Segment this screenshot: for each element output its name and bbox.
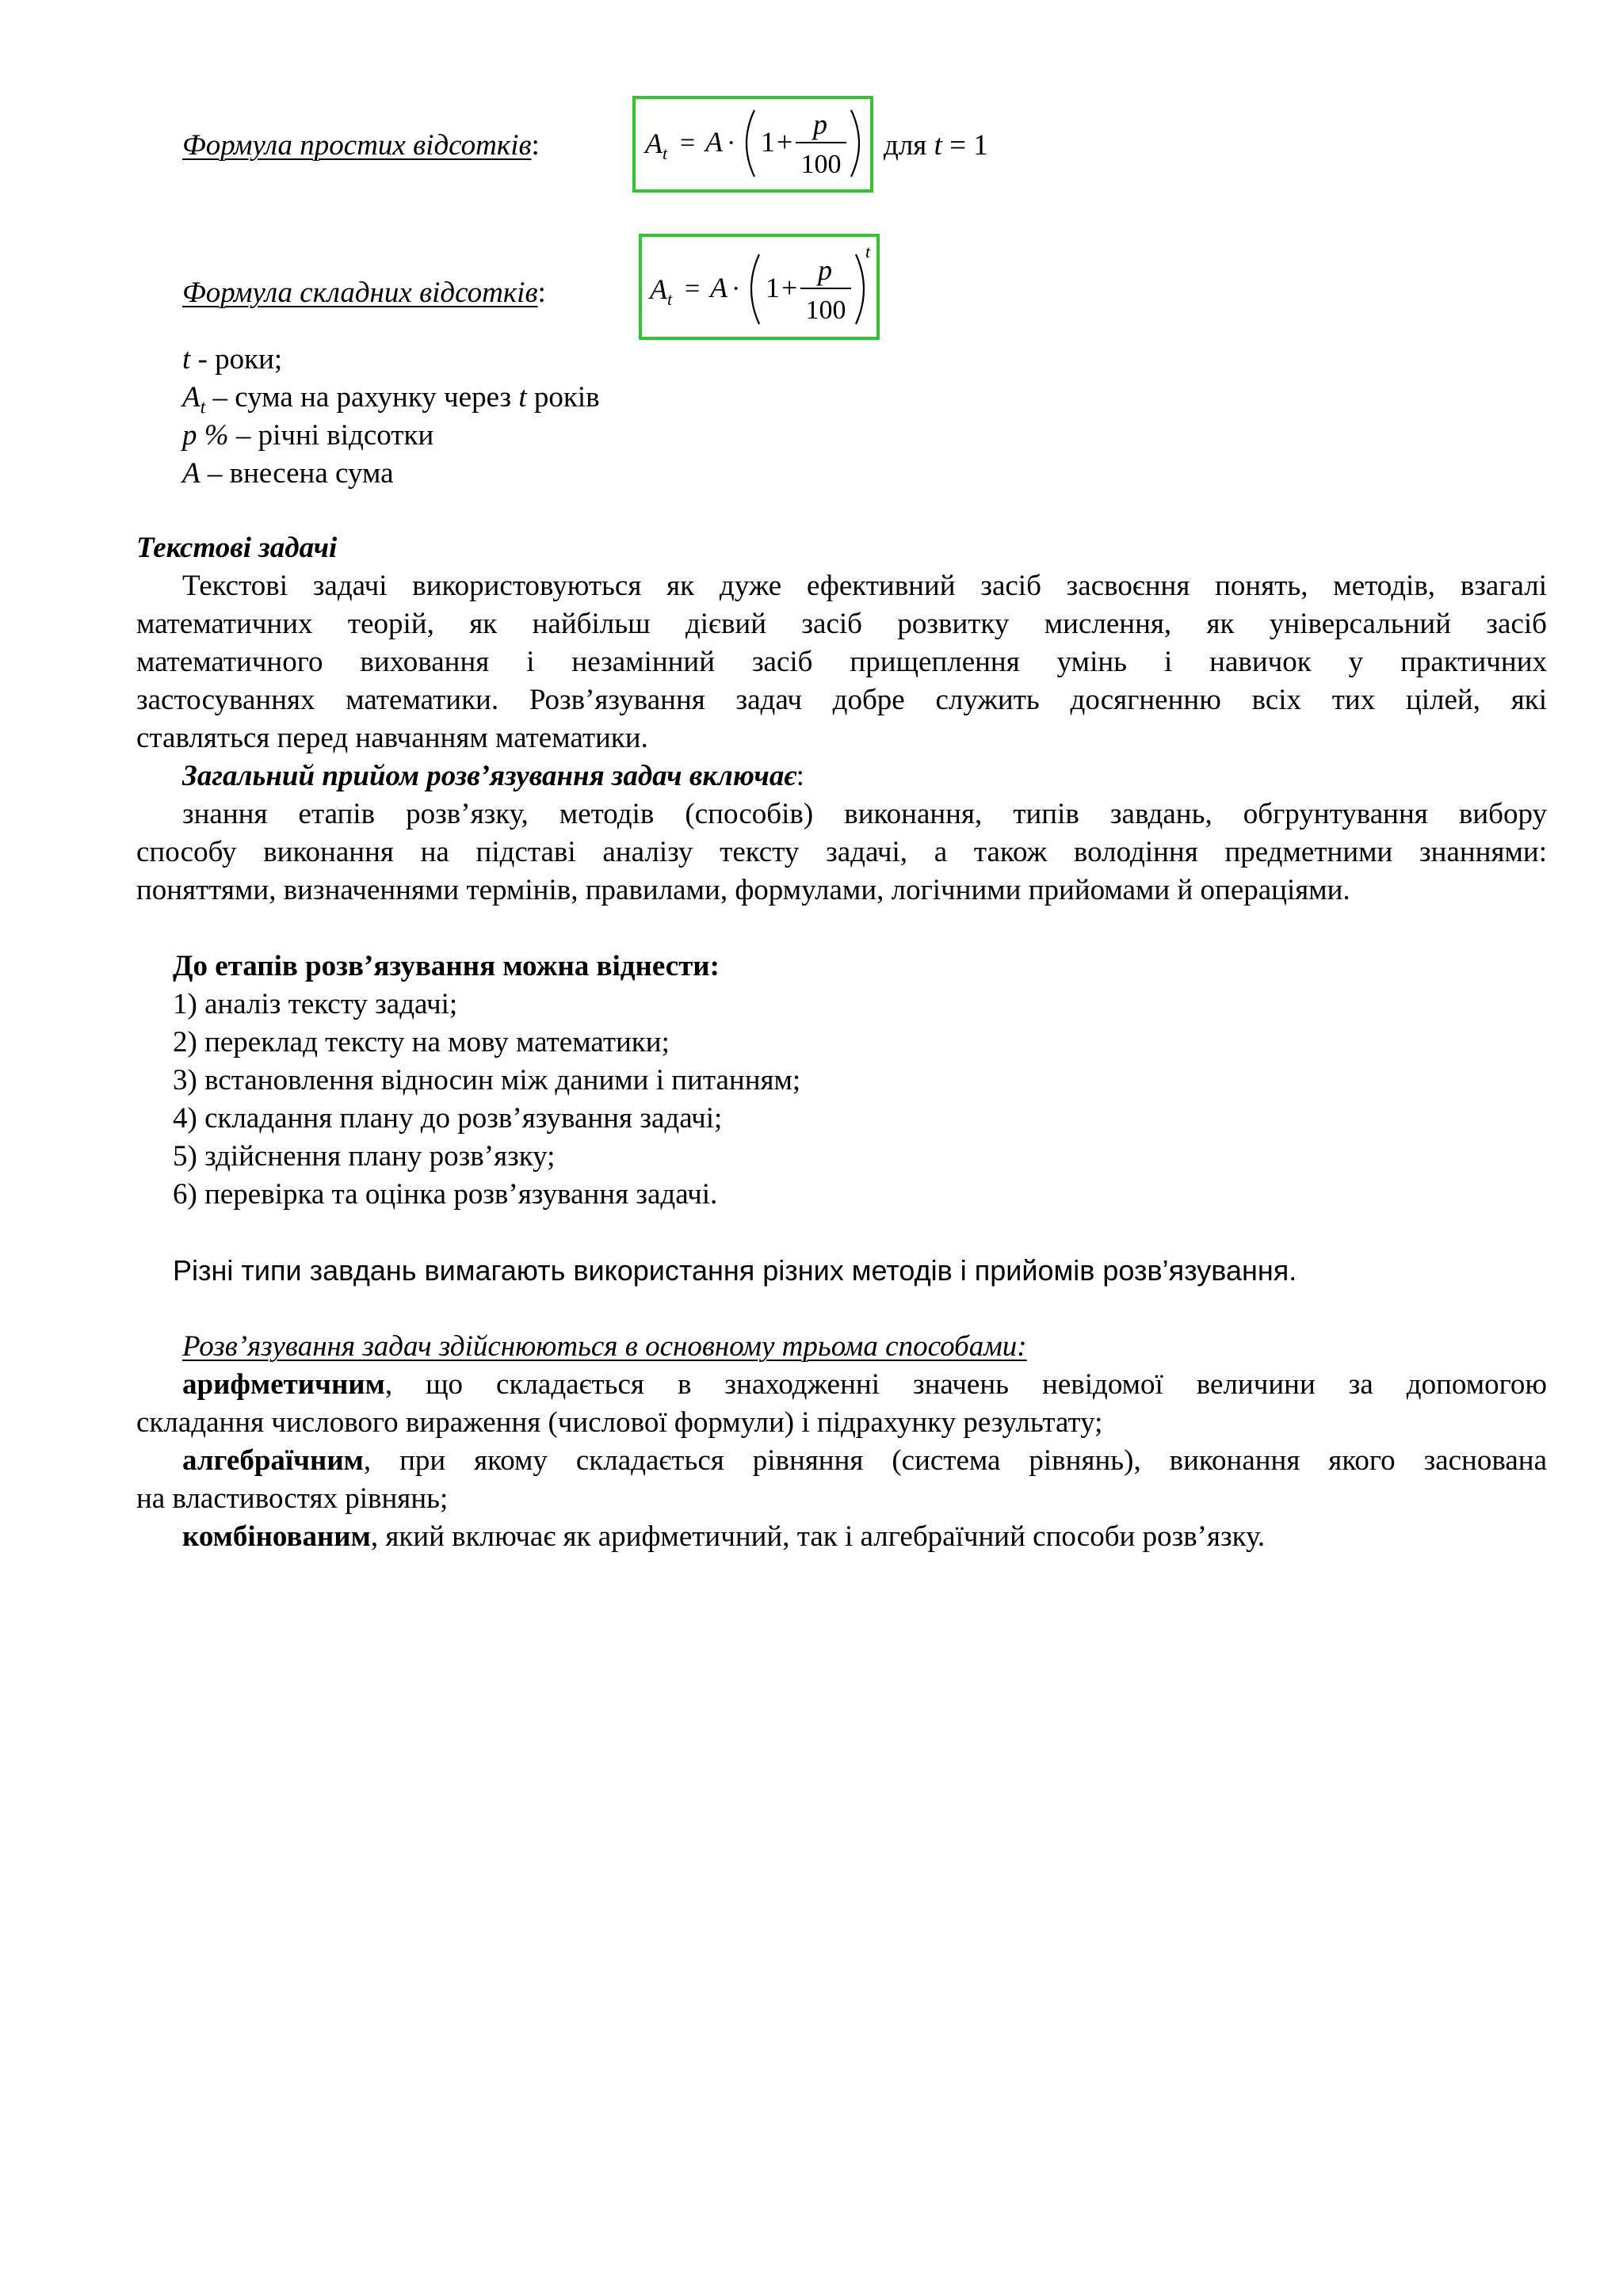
legend-t (182, 341, 282, 379)
types-sentence: Різні типи завдань вимагають використання різних методів і прийомів розв’язування. (173, 1254, 1297, 1287)
stage-item: 4) складання плану до розв’язування задачі; (173, 1102, 723, 1135)
compound-rhs-a: A (710, 272, 727, 303)
compound-left-paren (751, 254, 759, 324)
legend-text: – річні відсотки (228, 419, 434, 452)
legend-a (182, 455, 394, 493)
intro-line-3: математичного виховання і незамінний засіб прищеплення умінь і навичок у практичних (136, 646, 1547, 678)
simple-rhs-a: A (705, 126, 723, 158)
intro-line-5: ставляться перед навчанням математики. (136, 722, 648, 754)
simple-left-paren (747, 110, 754, 177)
method-arithmetic-text: , що складається в знаходженні значень невідомої величини за допомогою (384, 1368, 1547, 1401)
compound-lhs: A (650, 273, 667, 305)
compound-formula-box (639, 234, 880, 340)
legend-text: - роки; (190, 343, 283, 376)
condition-prefix: для (884, 129, 927, 162)
simple-formula-box (632, 96, 873, 193)
method-algebraic-name: алгебраїчним (182, 1444, 364, 1477)
simple-lhs: A (645, 128, 663, 159)
simple-dot: · (727, 128, 736, 158)
general-line-3: поняттями, визначеннями термінів, правилами, формулами, логічними прийомами й операціями. (136, 874, 1350, 906)
method-algebraic-line-2: на властивостях рівнянь; (136, 1482, 449, 1515)
section-heading: Текстові задачі (136, 532, 338, 564)
stages-heading: До етапів розв’язування можна віднести: (173, 950, 720, 982)
simple-formula-label-line (182, 127, 540, 165)
legend-p (182, 417, 433, 455)
general-approach-colon: : (796, 760, 804, 792)
simple-lhs-sub: t (663, 143, 668, 163)
intro-line-2: математичних теорій, як найбільш дієвий засіб розвитку мислення, як універсальний засіб (136, 608, 1547, 640)
stage-item: 2) переклад тексту на мову математики; (173, 1026, 670, 1058)
legend-symbol: p % (182, 419, 229, 452)
intro-line-4: застосуваннях математики. Розв’язування задач добре служить досягненню всіх тих цілей, які (136, 684, 1547, 716)
compound-eq: = (685, 274, 701, 303)
simple-denominator: 100 (800, 150, 842, 179)
condition-var: t (934, 129, 942, 162)
simple-right-paren (851, 110, 859, 177)
general-line-1: знання етапів розв’язку, методів (способів) виконання, типів завдань, обгрунтування вибору (182, 798, 1547, 830)
compound-one: 1 (766, 272, 780, 303)
general-approach-heading-line (182, 757, 804, 795)
method-combined-line (182, 1518, 1265, 1556)
simple-formula-colon: : (531, 129, 540, 162)
compound-formula-label: Формула складних відсотків (182, 277, 538, 309)
stage-item: 1) аналіз тексту задачі; (173, 988, 458, 1020)
legend-symbol: A (182, 381, 200, 414)
method-arithmetic-line-1 (182, 1366, 1547, 1404)
legend-symbol: t (182, 343, 191, 376)
method-combined-name: комбінованим (182, 1520, 371, 1553)
compound-plus: + (781, 272, 798, 303)
condition-rest: = 1 (941, 129, 988, 162)
compound-formula (642, 237, 876, 337)
general-approach-heading: Загальний прийом розв’язування задач включає (182, 760, 796, 792)
legend-symbol-2: t (518, 381, 527, 414)
methods-heading: Розв’язування задач здійснюються в основному трьома способами: (182, 1330, 1027, 1363)
legend-text-2: років (526, 381, 600, 414)
simple-formula-label: Формула простих відсотків (182, 129, 532, 162)
general-line-2: способу виконання на підставі аналізу тексту задачі, а також володіння предметними знаннями: (136, 836, 1547, 868)
compound-formula-label-line (182, 274, 546, 312)
legend-text: – внесена сума (200, 457, 394, 490)
method-arithmetic-line-2: складання числового вираження (числової формули) і підрахунку результату; (136, 1406, 1103, 1439)
compound-dot: · (731, 274, 741, 303)
stage-item: 6) перевірка та оцінка розв’язування задачі. (173, 1178, 718, 1211)
simple-one: 1 (761, 126, 775, 158)
stage-item: 3) встановлення відносин між даними і питанням; (173, 1064, 801, 1097)
compound-formula-colon: : (537, 277, 546, 309)
method-algebraic-text: , при якому складається рівняння (система рівнянь), виконання якого заснована (363, 1444, 1547, 1477)
simple-formula-condition (884, 127, 988, 165)
simple-plus: + (777, 126, 793, 158)
compound-denominator: 100 (805, 296, 846, 325)
simple-numerator: p (813, 109, 827, 140)
compound-lhs-sub: t (667, 289, 673, 309)
compound-numerator: p (818, 254, 832, 286)
simple-formula (636, 99, 870, 189)
compound-exponent: t (865, 242, 871, 261)
simple-eq: = (680, 128, 696, 158)
stage-item: 5) здійснення плану розв’язку; (173, 1140, 556, 1173)
method-combined-text: , який включає як арифметичний, так і алгебраїчний способи розв’язку. (370, 1520, 1266, 1553)
legend-text: – сума на рахунку через (205, 381, 519, 414)
compound-right-paren (856, 254, 864, 324)
legend-symbol: A (182, 457, 200, 490)
method-algebraic-line-1 (182, 1442, 1547, 1480)
method-arithmetic-name: арифметичним (182, 1368, 385, 1401)
intro-line-1: Текстові задачі використовуються як дуже ефективний засіб засвоєння понять, методів, взагалі (182, 570, 1547, 602)
legend-symbol-sub: t (200, 397, 206, 418)
